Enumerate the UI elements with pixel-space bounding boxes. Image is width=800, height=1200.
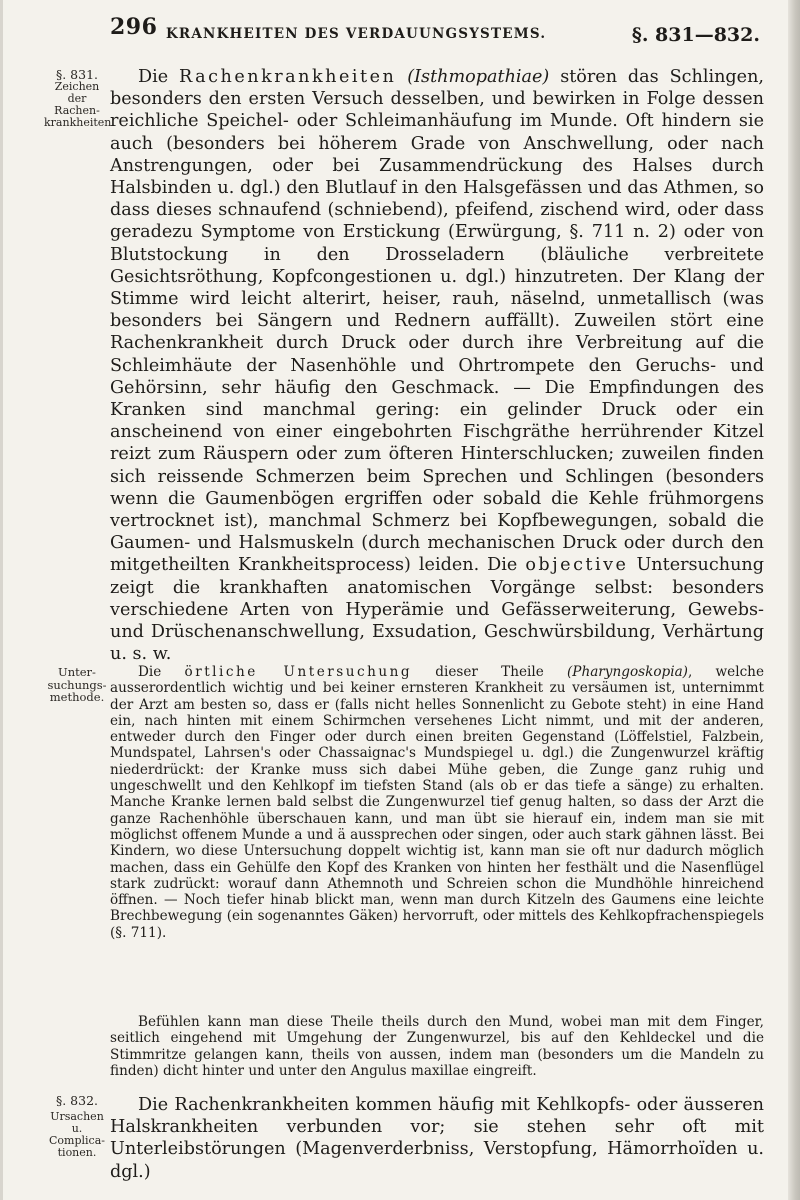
- paragraph-examination-text: [110, 664, 764, 941]
- section-number-832: §. 832.: [55, 1093, 99, 1108]
- margin-note-section-832: [44, 1094, 110, 1159]
- paragraph-palpation: [110, 1014, 764, 1079]
- term-isthmopathiae: (Isthmopathiae): [407, 67, 550, 87]
- paragraph-examination: [110, 664, 764, 941]
- paragraph-causes-text: Die Rachenkrankheiten kommen häufig mit Kehlkopfs- oder äusseren Halskrankheiten verbunden vor; sie stehen sehr oft mit Unterleibstörungen (Magenverderbniss, Verstopfung, Hämorrhoïden u. dgl.): [110, 1095, 764, 1182]
- section-label-832: Ursachen u. Complica-tionen.: [49, 1110, 105, 1159]
- p1-lead: Die: [138, 67, 180, 87]
- section-label-831: Zeichen der Rachen-krankheiten.: [44, 80, 115, 129]
- page-number: 296: [110, 14, 158, 40]
- p2-mid: dieser Theile: [412, 664, 567, 680]
- running-head: KRANKHEITEN DES VERDAUUNGSYSTEMS.: [166, 26, 547, 42]
- term-rachenkrankheiten: Rachenkrankheiten: [179, 67, 397, 87]
- paragraph-causes: [110, 1094, 764, 1183]
- p2-body: , welche ausserordentlich wichtig und bei keiner ernsteren Krankheit zu versäumen ist, unternimmt der Arzt am besten so, dass er (falls nicht helles Sonnenlicht zu Gebote steht) in eine Hand ein, nach hinten mit einem Schirmchen versehenes Licht nimmt, und mit der anderen, entweder durch den Finger oder durch einen breiten Gegenstand (Löffelstiel, Falzbein, Mundspatel, Lahrsen's oder Chassaignac's Mundspiegel u. dgl.) die Zungenwurzel kräftig niederdrückt: der Kranke muss sich dabei Mühe geben, die Zunge ganz ruhig und ungeschwellt und den Kehlkopf im tiefsten Stand (als ob er das tiefe a sänge) zu erhalten. Manche Kranke lernen bald selbst die Zungenwurzel tief genug halten, so dass der Arzt die ganze Rachenhöhle überschauen kann, und man übt sie hierauf ein, indem man sie mit möglichst offenem Munde a und ä aussprechen oder singen, oder auch stark gähnen lässt. Bei Kindern, wo diese Untersuchung doppelt wichtig ist, kann man sie oft nur dadurch möglich machen, dass ein Gehülfe den Kopf des Kranken von hinten her festhält und die Nasenflügel stark zudrückt: worauf dann Athemnoth und Schreien schon die Mundhöhle hinreichend öffnen. — Noch tiefer hinab blickt man, wenn man durch Kitzeln des Gaumens eine leichte Brechbewegung (ein sogenanntes Gäken) hervorruft, oder mittels des Kehlkopfrachenspiegels (§. 711).: [110, 664, 764, 941]
- page-header: [110, 14, 760, 64]
- page-edge-right: [788, 0, 800, 1200]
- paragraph-palpation-text: Befühlen kann man diese Theile theils durch den Mund, wobei man mit dem Finger, seitlich eingehend mit Umgehung der Zungenwurzel, bis auf den Kehldeckel und die Stimmritze gelangen kann, theils von aussen, indem man (besonders um die Mandeln zu finden) dicht hinter und unter den Angulus maxillae eingreift.: [110, 1014, 764, 1079]
- section-number-831: §. 831.: [55, 67, 99, 82]
- p2-lead: Die: [138, 664, 185, 680]
- margin-note-untersuchung-text: Unter-suchungs-methode.: [47, 665, 107, 704]
- term-objective: objective: [525, 555, 629, 576]
- margin-note-section-831: [44, 67, 115, 129]
- term-pharyngoskopia: (Pharyngoskopia): [567, 664, 688, 680]
- margin-note-untersuchung: [44, 666, 110, 704]
- paragraph-symptoms: [110, 66, 764, 665]
- section-range: §. 831—832.: [631, 24, 760, 46]
- p1-body: stören das Schlingen, besonders den ersten Versuch desselben, und bewirken in Folge dessen reichliche Speichel- oder Schleimanhäufung im Munde. Oft hindern sie auch (besonders bei höherem Grade von Anschwellung, oder nach Anstrengungen, oder bei Zusammendrückung des Halses durch Halsbinden u. dgl.) den Blutlauf in den Halsgefässen und das Athmen, so dass dieses schnaufend (schniebend), pfeifend, zischend wird, oder dass geradezu Symptome von Erstickung (Erwürgung, §. 711 n. 2) oder von Blutstockung in den Drosseladern (bläuliche verbreitete Gesichtsröthung, Kopfcongestionen u. dgl.) hinzutreten. Der Klang der Stimme wird leicht alterirt, heiser, rauh, näselnd, unmetallisch (was besonders bei Sängern und Rednern auffällt). Zuweilen stört eine Rachenkrankheit durch Druck oder durch ihre Verbreitung auf die Schleimhäute der Nasenhöhle und Ohrtrompete den Geruchs- und Gehörsinn, sehr häufig den Geschmack. — Die Empfindungen des Kranken sind manchmal gering: ein gelinder Druck oder ein anscheinend von einer eingebohrten Fischgräthe herrührender Kitzel reizt zum Räuspern oder zum öfteren Hinterschlucken; zuweilen finden sich reissende Schmerzen beim Sprechen und Schlingen (besonders wenn die Gaumenbögen ergriffen oder sobald die Kehle frühmorgens vertrocknet ist), manchmal Schmerz bei Kopfbewegungen, sobald die Gaumen- und Halsmuskeln (durch mechanischen Druck oder durch den mitgetheilten Krankheitsprocess) leiden. Die: [110, 67, 764, 576]
- paragraph-symptoms-text: [110, 66, 764, 665]
- term-oertliche-untersuchung: örtliche Untersuchung: [184, 664, 413, 680]
- p1-tail: Untersuchung zeigt die krankhaften anatomischen Vorgänge selbst: besonders verschiedene Arten von Hyperämie und Gefässerweiterung, Gewebs- und Drüschenanschwellung, Exsudation, Geschwürsbildung, Verhärtung u. s. w.: [110, 555, 764, 665]
- page-edge-left: [0, 0, 3, 1200]
